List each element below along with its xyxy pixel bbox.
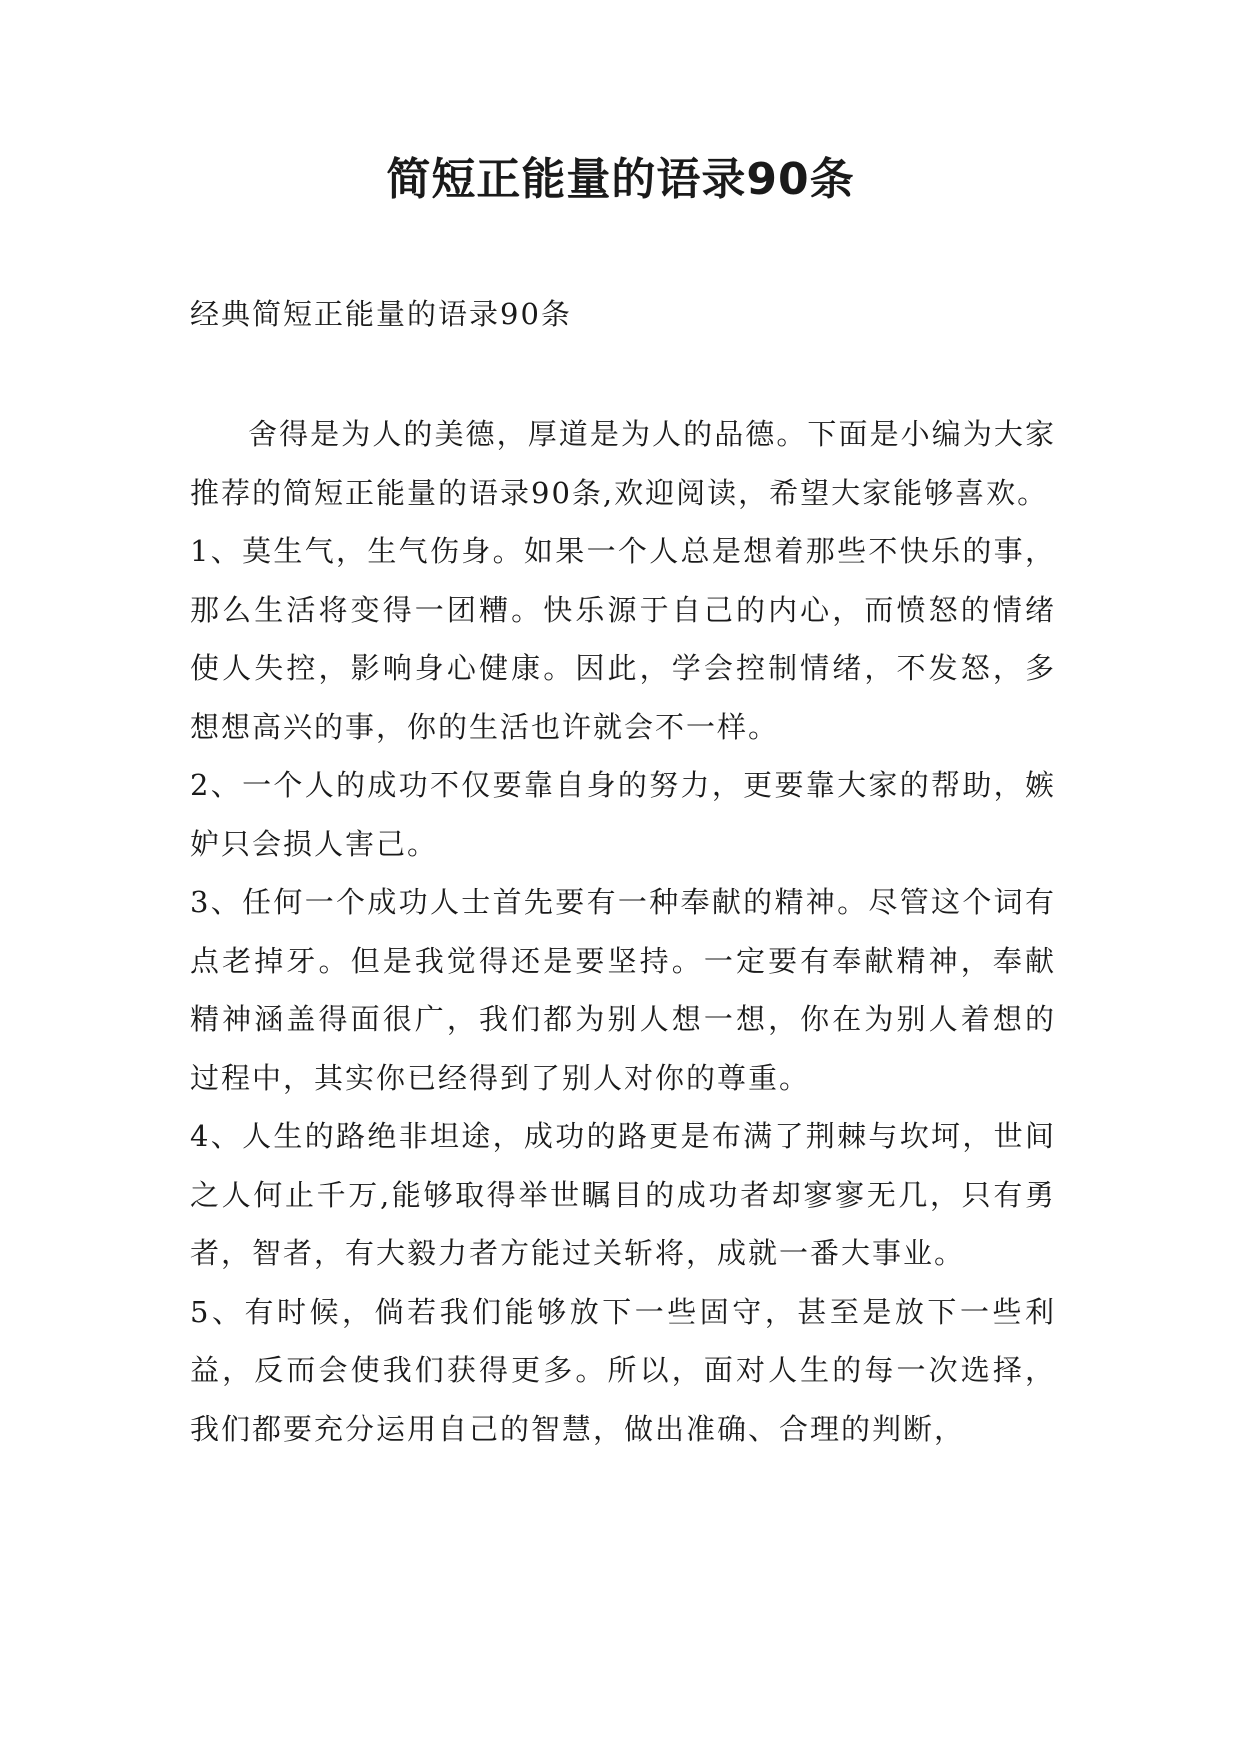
document-body — [190, 405, 1056, 1458]
quote-item-2: 2、一个人的成功不仅要靠自身的努力，更要靠大家的帮助，嫉妒只会损人害己。 — [190, 768, 1056, 861]
intro-paragraph: 舍得是为人的美德，厚道是为人的品德。下面是小编为大家推荐的简短正能量的语录90条,欢迎阅读，希望大家能够喜欢。 — [190, 417, 1056, 510]
quote-item-3: 3、任何一个成功人士首先要有一种奉献的精神。尽管这个词有点老掉牙。但是我觉得还是要坚持。一定要有奉献精神，奉献精神涵盖得面很广，我们都为别人想一想，你在为别人着想的过程中，其实你已经得到了别人对你的尊重。 — [190, 885, 1056, 1095]
document-subtitle: 经典简短正能量的语录90条 — [190, 297, 572, 331]
quote-item-5: 5、有时候，倘若我们能够放下一些固守，甚至是放下一些利益，反而会使我们获得更多。所以，面对人生的每一次选择，我们都要充分运用自己的智慧，做出准确、合理的判断， — [190, 1294, 1056, 1446]
quote-item-1: 1、莫生气，生气伤身。如果一个人总是想着那些不快乐的事，那么生活将变得一团糟。快乐源于自己的内心，而愤怒的情绪使人失控，影响身心健康。因此，学会控制情绪，不发怒，多想想高兴的事，你的生活也许就会不一样。 — [190, 534, 1056, 744]
quote-item-4: 4、人生的路绝非坦途，成功的路更是布满了荆棘与坎坷，世间之人何止千万,能够取得举世瞩目的成功者却寥寥无几，只有勇者，智者，有大毅力者方能过关斩将，成就一番大事业。 — [190, 1119, 1056, 1270]
document-title: 简短正能量的语录90条 — [386, 154, 855, 205]
